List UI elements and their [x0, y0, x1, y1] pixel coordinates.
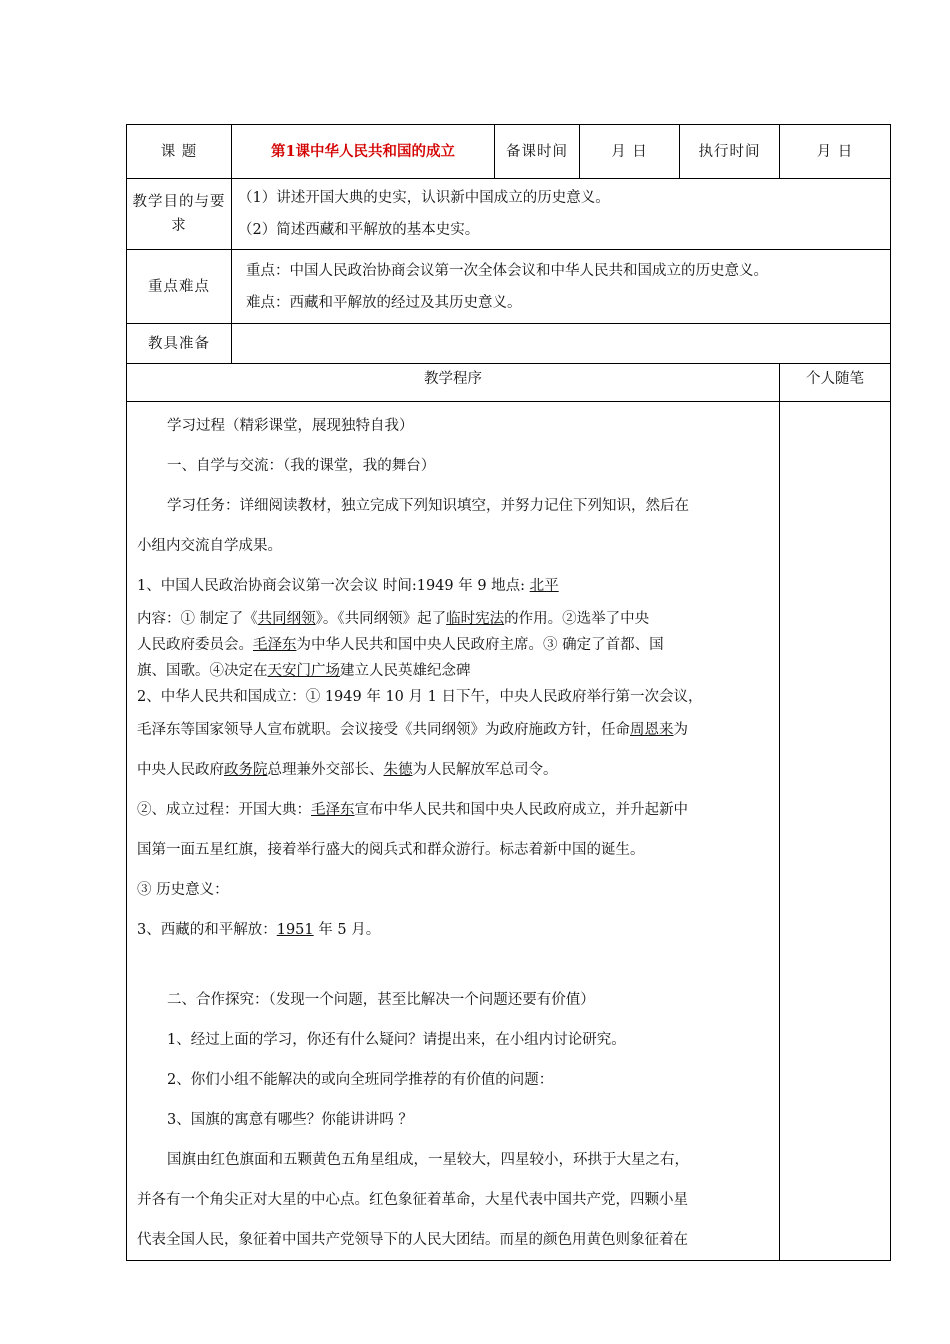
question-line: [137, 606, 771, 632]
notes-column: [780, 402, 891, 1261]
key-points-content: [232, 250, 891, 324]
notes-label: 个人随笔: [780, 364, 891, 402]
procedure-content: [127, 402, 780, 1261]
text-span: 旗、国歌。④决定在: [137, 663, 268, 679]
discussion-item: 2、你们小组不能解决的或向全班同学推荐的有价值的问题：: [167, 1072, 554, 1088]
key-point: 重点：中国人民政治协商会议第一次全体会议和中华人民共和国成立的历史意义。: [246, 262, 768, 279]
flag-paragraph: 国旗由红色旗面和五颗黄色五角星组成，一星较大，四星较小，环拱于大星之右，: [167, 1152, 689, 1168]
flag-paragraph: 代表全国人民，象征着中国共产党领导下的人民大团结。而星的颜色用黄色则象征着在: [137, 1232, 688, 1248]
goals-row: [127, 179, 891, 250]
tools-label: 教具准备: [127, 324, 232, 364]
lesson-plan-table: [126, 124, 891, 1261]
difficult-point: 难点：西藏和平解放的经过及其历史意义。: [246, 294, 522, 311]
answer-blank: 共同纲领: [257, 611, 316, 627]
goal-item: （1）讲述开国大典的史实，认识新中国成立的历史意义。: [238, 190, 610, 206]
text-span: 建立人民英雄纪念碑: [340, 663, 471, 679]
text-span: 1、中国人民政治协商会议第一次会议 时间:1949 年 9 地点:: [137, 578, 530, 594]
answer-blank: 朱德: [383, 762, 413, 778]
discussion-item: 3、国旗的寓意有哪些？你能讲讲吗 ？: [167, 1112, 413, 1128]
section-heading: 二、合作探究：（发现一个问题，甚至比解决一个问题还要有价值）: [167, 992, 595, 1008]
prep-time-value: 月 日: [580, 125, 680, 179]
text-span: 》。《共同纲领》起了: [315, 611, 447, 627]
text-span: 内容：① 制定了《: [137, 611, 258, 627]
goals-content: [232, 179, 891, 250]
prep-time-label: 备课时间: [495, 125, 580, 179]
key-points-label: 重点难点: [127, 250, 232, 324]
goal-item: （2）简述西藏和平解放的基本史实。: [238, 222, 480, 238]
lesson-title: 第1课中华人民共和国的成立: [232, 125, 495, 179]
procedure-header-row: [127, 364, 891, 402]
spacer: [137, 950, 771, 980]
tools-row: [127, 324, 891, 364]
procedure-label: 教学程序: [127, 364, 780, 402]
exec-time-value: 月 日: [780, 125, 891, 179]
text-span: 为人民解放军总司令。: [412, 762, 558, 778]
question-line: [137, 566, 771, 606]
discussion-item: 1、经过上面的学习，你还有什么疑问？请提出来，在小组内讨论研究。: [167, 1032, 626, 1048]
question-line: 2、中华人民共和国成立：① 1949 年 10 月 1 日下午，中央人民政府举行第一次会议，: [137, 689, 703, 705]
answer-blank: 毛泽东: [253, 637, 297, 653]
text-span: 中央人民政府: [137, 762, 224, 778]
answer-blank: 周恩来: [630, 722, 674, 738]
text-span: 年 5 月。: [313, 922, 381, 938]
exec-time-label: 执行时间: [680, 125, 780, 179]
text-span: ②、成立过程：开国大典：: [137, 802, 311, 818]
text-span: 的作用。②选举了中央: [504, 611, 650, 627]
answer-blank: 天安门广场: [267, 663, 340, 679]
key-points-row: [127, 250, 891, 324]
answer-blank: 毛泽东: [311, 802, 355, 818]
answer-blank: 政务院: [224, 762, 268, 778]
text-span: 宣布中华人民共和国中央人民政府成立，并升起新中: [354, 802, 688, 818]
question-line: [137, 632, 771, 658]
question-line: 国第一面五星红旗，接着举行盛大的阅兵式和群众游行。标志着新中国的诞生。: [137, 842, 645, 858]
question-line: [137, 710, 771, 750]
text-span: 人民政府委员会。: [137, 637, 253, 653]
procedure-content-row: [127, 402, 891, 1261]
question-line: [137, 750, 771, 790]
tools-content: [232, 324, 891, 364]
answer-blank: 北平: [529, 578, 559, 594]
intro-line: 学习过程（精彩课堂，展现独特自我）: [167, 418, 414, 434]
lesson-label: 课 题: [127, 125, 232, 179]
task-line: 学习任务：详细阅读教材，独立完成下列知识填空，并努力记住下列知识，然后在: [167, 498, 689, 514]
flag-paragraph: 并各有一个角尖正对大星的中心点。红色象征着革命，大星代表中国共产党，四颗小星: [137, 1192, 688, 1208]
text-span: 3、西藏的和平解放：: [137, 922, 277, 938]
answer-blank: 1951: [276, 922, 314, 938]
section-heading: 一、自学与交流：（我的课堂，我的舞台）: [167, 458, 436, 474]
question-line: ③ 历史意义：: [137, 882, 229, 898]
answer-blank: 临时宪法: [446, 611, 505, 627]
goals-label: 教学目的与要求: [127, 179, 232, 250]
task-line: 小组内交流自学成果。: [137, 538, 282, 554]
text-span: 为中华人民共和国中央人民政府主席。③ 确定了首都、国: [296, 637, 664, 653]
text-span: 总理兼外交部长、: [267, 762, 384, 778]
question-line: [137, 658, 771, 684]
text-span: 毛泽东等国家领导人宣布就职。会议接受《共同纲领》为政府施政方针，任命: [137, 722, 630, 738]
header-row: [127, 125, 891, 179]
question-line: [137, 790, 771, 830]
question-line: [137, 910, 771, 950]
text-span: 为: [673, 722, 688, 738]
